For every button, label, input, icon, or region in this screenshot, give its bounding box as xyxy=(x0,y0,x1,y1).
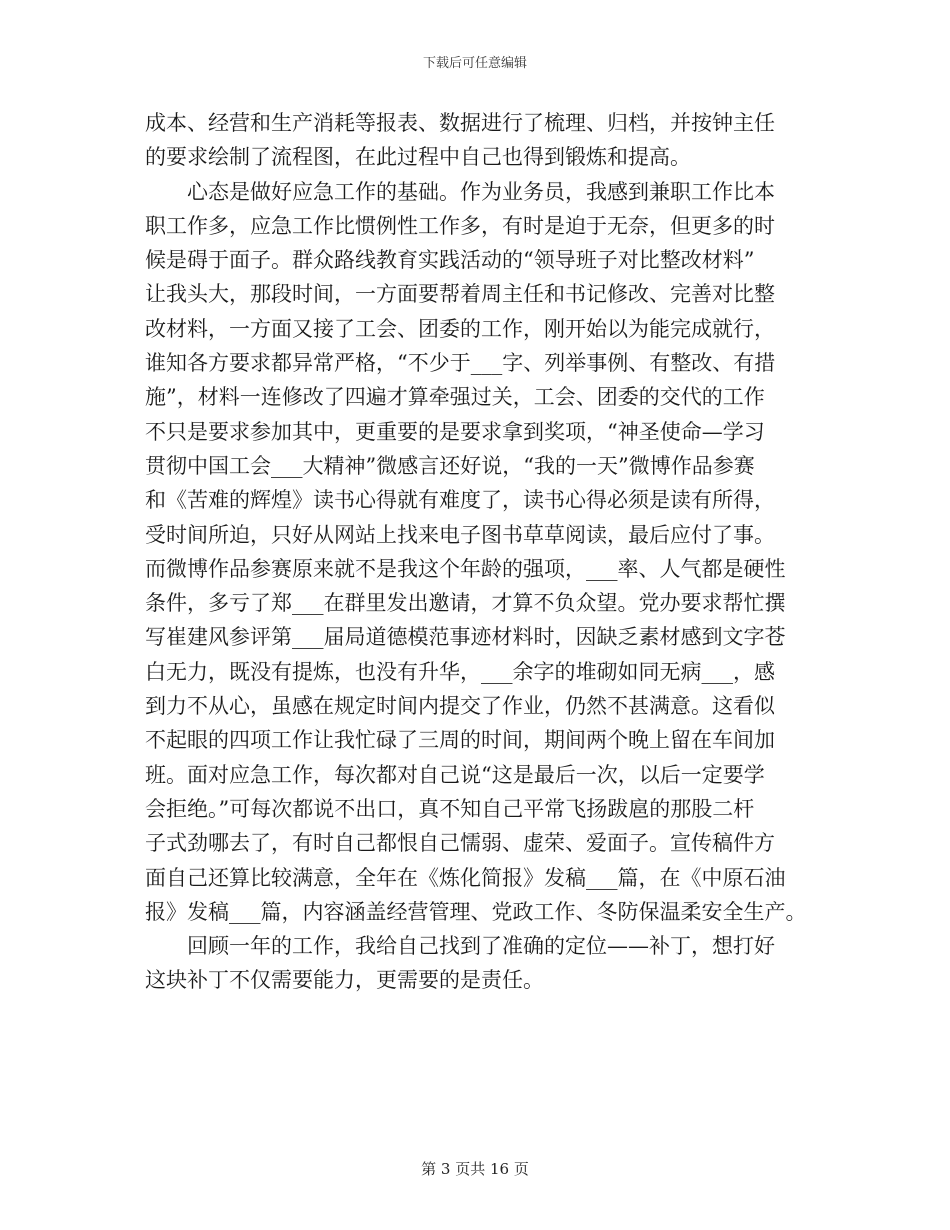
text-line: 而微博作品参赛原来就不是我这个年龄的强项，___率、人气都是硬性 xyxy=(145,556,786,581)
text-line: 面自己还算比较满意，全年在《炼化简报》发稿___篇，在《中原石油 xyxy=(145,865,786,890)
text-line: 心态是做好应急工作的基础。作为业务员，我感到兼职工作比本 xyxy=(145,179,775,204)
text-line: 报》发稿___篇，内容涵盖经营管理、党政工作、冬防保温柔安全生产。 xyxy=(145,899,807,924)
text-line: 不只是要求参加其中，更重要的是要求拿到奖项，“神圣使命—学习 xyxy=(145,419,765,444)
text-line: 和《苦难的辉煌》读书心得就有难度了，读书心得必须是读有所得， xyxy=(145,488,775,513)
document-body xyxy=(145,106,817,998)
text-line: 候是碍于面子。群众路线教育实践活动的“领导班子对比整改材料” xyxy=(145,248,755,273)
text-line: 子式劲哪去了，有时自己都恨自己懦弱、虚荣、爱面子。宣传稿件方 xyxy=(145,831,775,856)
text-line: 受时间所迫，只好从网站上找来电子图书草草阅读，最后应付了事。 xyxy=(145,522,775,547)
text-line: 改材料，一方面又接了工会、团委的工作，刚开始以为能完成就行， xyxy=(145,316,775,341)
page-header: 下载后可任意编辑 xyxy=(422,56,527,71)
text-line: 让我头大，那段时间，一方面要帮着周主任和书记修改、完善对比整 xyxy=(145,282,775,307)
page-footer: 第 3 页共 16 页 xyxy=(421,1160,529,1178)
text-line: 会拒绝。”可每次都说不出口，真不知自己平常飞扬跋扈的那股二杆 xyxy=(145,796,755,821)
text-line: 谁知各方要求都异常严格，“不少于___字、列举事例、有整改、有措 xyxy=(145,351,776,376)
text-line: 不起眼的四项工作让我忙碌了三周的时间，期间两个晚上留在车间加 xyxy=(145,728,775,753)
text-line: 条件，多亏了郑___在群里发出邀请，才算不负众望。党办要求帮忙撰 xyxy=(145,591,786,616)
text-line: 的要求绘制了流程图，在此过程中自己也得到锻炼和提高。 xyxy=(145,145,691,170)
text-line: 贯彻中国工会___大精神”微感言还好说，“我的一天”微博作品参赛 xyxy=(145,453,755,478)
text-line: 回顾一年的工作，我给自己找到了准确的定位——补丁，想打好 xyxy=(145,934,775,959)
text-line: 班。面对应急工作，每次都对自己说“这是最后一次，以后一定要学 xyxy=(145,762,765,787)
text-line: 成本、经营和生产消耗等报表、数据进行了梳理、归档，并按钟主任 xyxy=(145,111,775,135)
text-line: 这块补丁不仅需要能力，更需要的是责任。 xyxy=(145,968,544,993)
text-line: 职工作多，应急工作比惯例性工作多，有时是迫于无奈，但更多的时 xyxy=(145,213,775,238)
text-line: 白无力，既没有提炼，也没有升华，___余字的堆砌如同无病___，感 xyxy=(145,659,775,684)
text-line: 到力不从心，虽感在规定时间内提交了作业，仍然不甚满意。这看似 xyxy=(145,694,775,719)
text-line: 写崔建风参评第___届局道德模范事迹材料时，因缺乏素材感到文字苍 xyxy=(145,625,786,650)
text-line: 施”，材料一连修改了四遍才算牵强过关，工会、团委的交代的工作 xyxy=(145,385,765,410)
